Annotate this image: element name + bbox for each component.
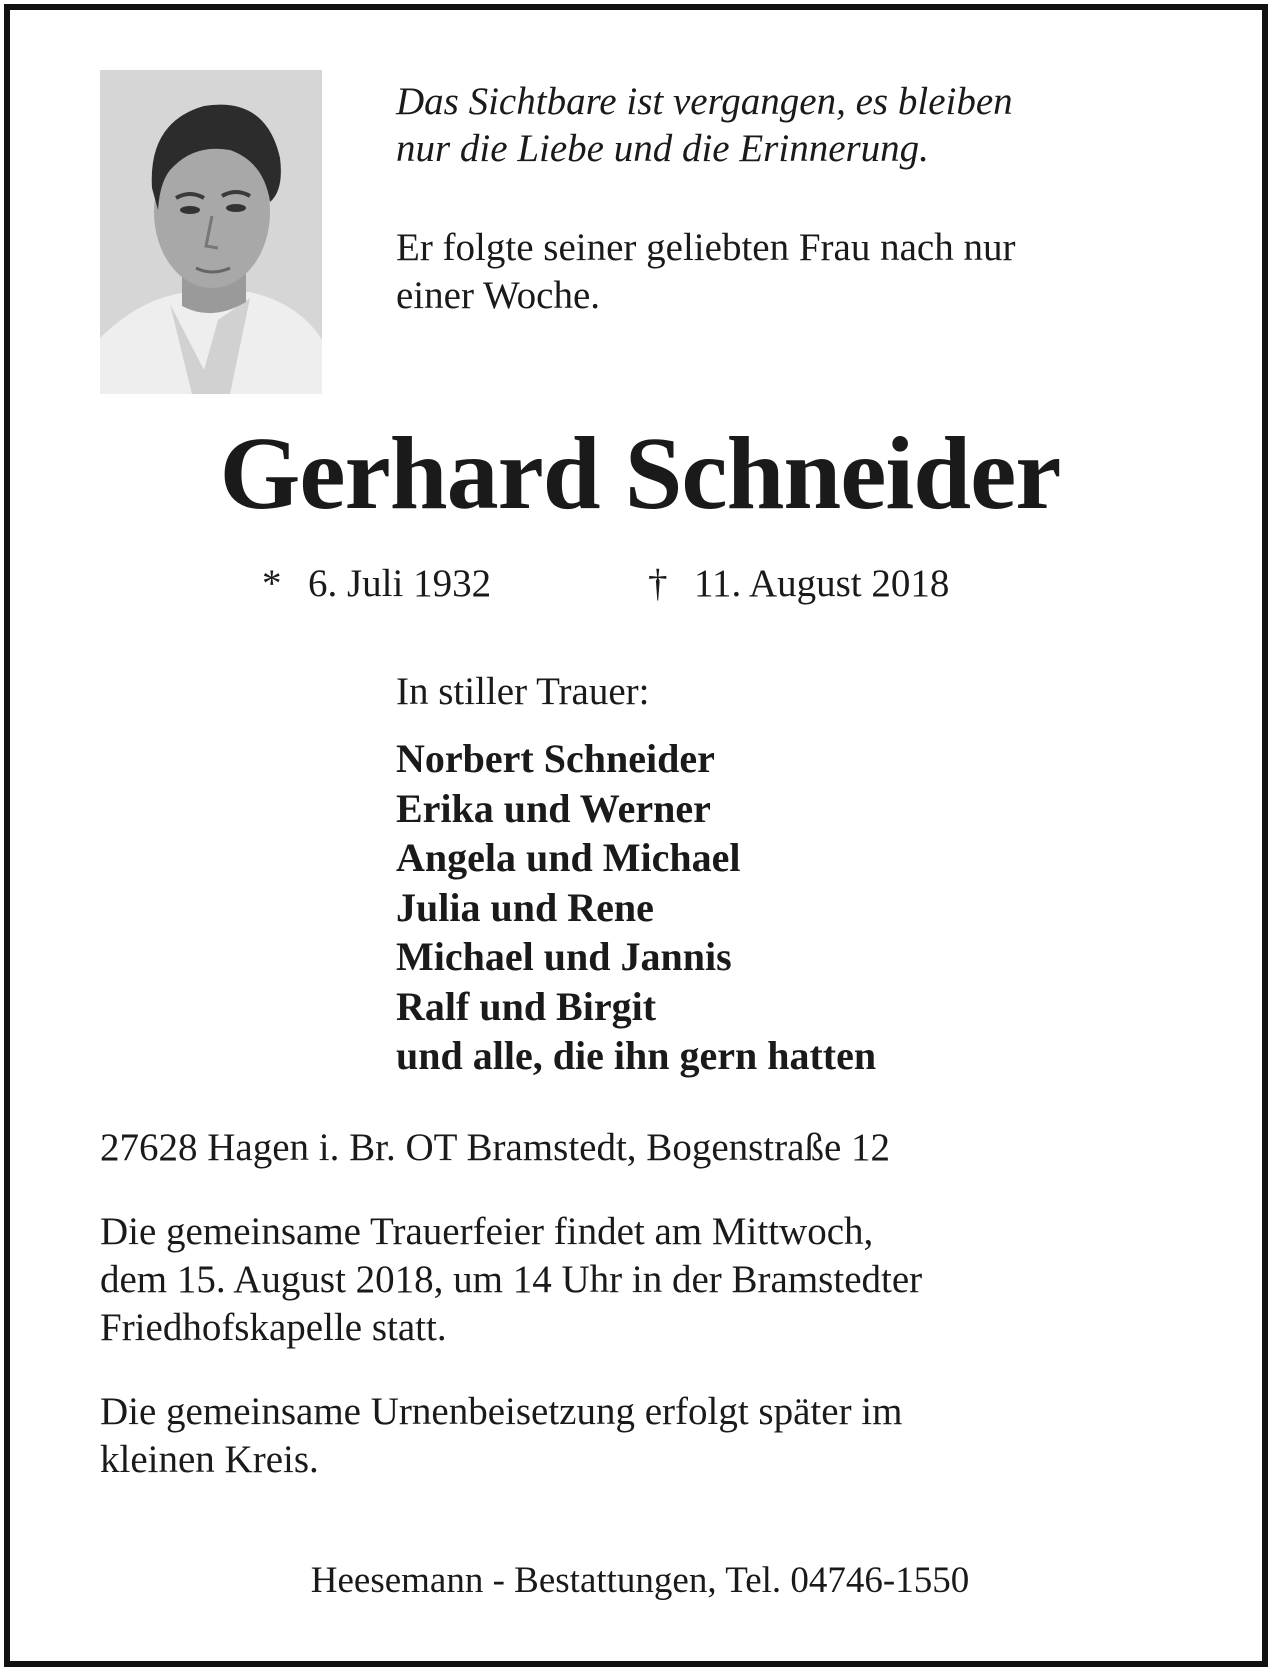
quote-line: nur die Liebe und die Erinnerung. (396, 127, 929, 170)
mourners-list (396, 734, 876, 1081)
intro-line: einer Woche. (396, 274, 601, 317)
quote-line: Das Sichtbare ist vergangen, es bleiben (396, 80, 1013, 123)
ceremony-info (100, 1208, 922, 1352)
portrait-photo-icon (100, 70, 322, 394)
undertaker-contact: Heesemann - Bestattungen, Tel. 04746-1550 (310, 1560, 970, 1601)
ceremony-line: Friedhofskapelle statt. (100, 1306, 447, 1349)
mourner-name: Norbert Schneider (396, 736, 715, 781)
ceremony-line: dem 15. August 2018, um 14 Uhr in der Bramstedter (100, 1258, 923, 1301)
portrait-photo (100, 70, 322, 394)
deceased-name: Gerhard Schneider (219, 416, 1061, 531)
intro-text (396, 224, 1216, 320)
death-cross-icon: † (648, 562, 668, 605)
ceremony-line: Die gemeinsame Trauerfeier findet am Mittwoch, (100, 1210, 874, 1253)
life-dates (0, 556, 1280, 612)
memorial-quote (396, 78, 1216, 172)
mourner-name: Julia und Rene (396, 884, 654, 930)
birth-star-icon: * (262, 562, 282, 605)
urn-line: Die gemeinsame Urnenbeisetzung erfolgt später im (100, 1390, 903, 1433)
mourner-name: Erika und Werner (396, 785, 711, 831)
mourner-name: Angela und Michael (396, 835, 741, 880)
intro-line: Er folgte seiner geliebten Frau nach nur (396, 226, 1016, 269)
birth-info (262, 556, 491, 612)
urn-line: kleinen Kreis. (100, 1438, 319, 1481)
mourner-name: Michael und Jannis (396, 934, 732, 979)
family-address: 27628 Hagen i. Br. OT Bramstedt, Bogenstraße 12 (100, 1126, 890, 1169)
death-date: 11. August 2018 (694, 562, 950, 605)
mourner-name: und alle, die ihn gern hatten (396, 1033, 877, 1078)
urn-burial-info (100, 1388, 902, 1484)
birth-date: 6. Juli 1932 (308, 562, 492, 605)
death-info (648, 556, 949, 612)
mourning-label: In stiller Trauer: (396, 670, 650, 713)
mourner-name: Ralf und Birgit (396, 983, 657, 1029)
